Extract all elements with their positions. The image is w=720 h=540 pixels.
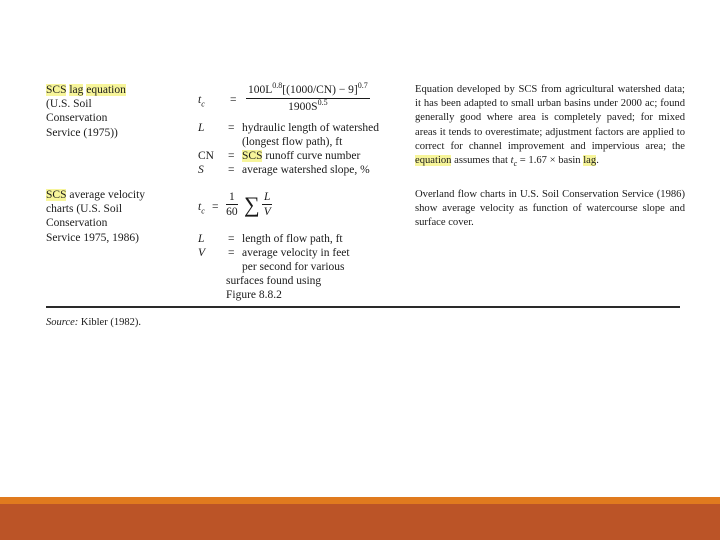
method-line: Service (1975)) [46, 126, 118, 139]
highlight-equation-remark: equation [415, 155, 452, 167]
table-row-scs-lag [46, 81, 685, 193]
source-note: Source: Kibler (1982). [46, 317, 141, 328]
footer-band [0, 504, 720, 540]
table-bottom-rule [46, 306, 680, 308]
method-cell: SCS average velocity charts (U.S. Soil Conservation Service 1975, 1986) [46, 188, 196, 245]
highlight-equation: equation [86, 84, 126, 96]
variable-definitions: L = hydraulic length of watershed (longest flow path), ft CN = SCS runoff curve number S = average watershed slope, % [198, 122, 379, 176]
formula-cell [198, 83, 408, 177]
formula-cell [198, 188, 408, 302]
method-cell [46, 83, 196, 140]
highlight-lag: lag [69, 84, 84, 96]
method-line: Conservation [46, 112, 108, 125]
highlight-scs-2: SCS [46, 189, 67, 201]
method-line: charts (U.S. Soil [46, 203, 123, 216]
highlight-scs: SCS [46, 84, 67, 96]
highlight-lag-remark: lag [583, 155, 597, 167]
remarks-cell: Equation developed by SCS from agricultural watershed data; it has been adapted to small urban basins under 2000 ac; found generally good where area is completely paved; for mixed areas it tends to overestimate; adjustment factors are applied to correct for channel improvement and impervious area; the equation assumes that $t_c = 1.67 \times basin$ lag. [415, 84, 685, 169]
method-line: (U.S. Soil [46, 98, 92, 111]
variable-definitions: L = length of flow path, ft V = average velocity in feet per second for various surfaces found using Figure 8.8.2 [198, 233, 350, 301]
table-row-scs-velocity [46, 188, 685, 301]
velocity-equation: $t_c$ = 1 60 ∑ L V [198, 191, 271, 218]
method-line: Conservation [46, 217, 108, 230]
summation-symbol: ∑ [244, 192, 260, 217]
remarks-cell: Overland flow charts in U.S. Soil Conservation Service (1986) show average velocity as function of watercourse slope and surface cover. [415, 189, 685, 229]
method-line: Service 1975, 1986) [46, 231, 139, 244]
footer-accent-stripe [0, 497, 720, 504]
highlight-scs-cn: SCS [242, 150, 263, 162]
lag-equation: $t_c$ = $\frac{100L^{0.8}[(1000/CN) - 9]^{0.7}}{1900S^{0.5}}$ [198, 81, 368, 113]
equation-fraction: $\frac{100L^{0.8}[(1000/CN) - 9]^{0.7}}{1900S^{0.5}}$ [248, 81, 368, 113]
